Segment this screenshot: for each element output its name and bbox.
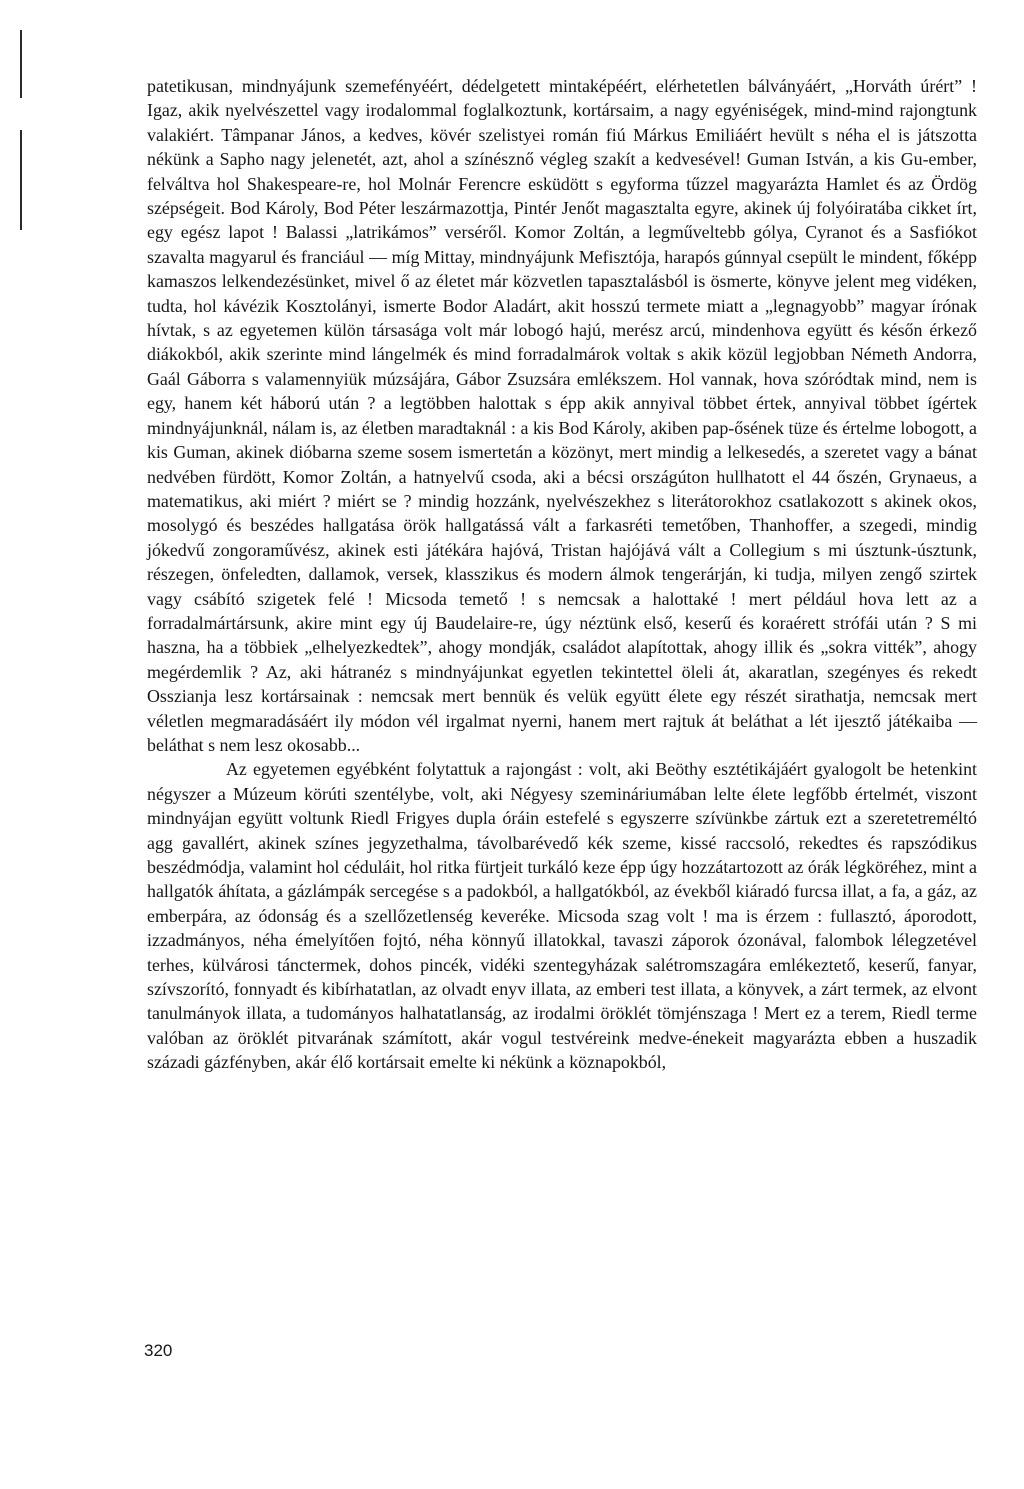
paragraph-2: Az egyetemen egyébként folytattuk a rajongást : volt, aki Beöthy esztétikájáért gyalogolt be hetenkint négyszer a Múzeum körúti szentélybe, volt, aki Négyesy szemináriumában lelte élete legfőbb értelmét, viszont mindnyájan együtt voltunk Riedl Frigyes dupla óráin estefelé s egyszerre szívünkbe zártuk ezt a szeretetreméltó agg gavallért, akinek színes jegyzethalma, távolbarévedő kék szeme, kissé raccsoló, rekedtes és rapszódikus beszédmódja, valamint hol céduláit, hol ritka fürtjeit turkáló keze épp úgy hozzátartozott az órák légköréhez, mint a hallgatók áhítata, a gázlámpák sercegése s a padokból, a hallgatókból, az évekből kiáradó furcsa illat, a fa, a gáz, az emberpára, az ódonság és a szellőzetlenség keveréke. Micsoda szag volt ! ma is érzem : fullasztó, áporodott, izzadmányos, néha émelyítően fojtó, néha könnyű illatokkal, tavaszi záporok ózonával, falombok lélegzetével terhes, külvárosi tánctermek, dohos pincék, vidéki szentegyházak salétromszagára emlékeztető, keserű, fanyar, szívszorító, fonnyadt és kibírhatatlan, az olvadt enyv illata, az emberi test illata, a könyvek, a zárt termek, az elvont tanulmányok illata, a tudományos halhatatlanság, az irodalmi öröklét tömjénszaga ! Mert ez a terem, Riedl terme valóban az öröklét pitvarának számított, akár vogul testvéreink medve-énekeit magyarázta ebben a huszadik századi gázfényben, akár élő kortársait emelte ki nékünk a köznapokból,	[147, 759, 977, 1073]
paragraph-1: patetikusan, mindnyájunk szemefényéért, dédelgetett mintaképéért, elérhetetlen bálványáért, „Horváth úrért” ! Igaz, akik nyelvészettel vagy irodalommal foglalkoztunk, kortársaim, a nagy egyéniségek, mind-mind rajongtunk valakiért. Tâmpanar János, a kedves, kövér szelistyei román fiú Márkus Emiliáért hevült s néha el is játszotta nékünk a Sapho nagy jelenetét, azt, ahol a színésznő végleg szakít a kedvesével! Guman István, a kis Gu-ember, felváltva hol Shakespeare-re, hol Molnár Ferencre esküdött s egyforma tűzzel magyarázta Hamlet és az Ördög szépségeit. Bod Károly, Bod Péter leszármazottja, Pintér Jenőt magasztalta egyre, akinek új folyóiratába cikket írt, egy egész lapot ! Balassi „latrikámos” verséről. Komor Zoltán, a legműveltebb gólya, Cyranot és a Sasfiókot szavalta magyarul és franciául — míg Mittay, mindnyájunk Mefisztója, harapós gúnnyal csepült le mindent, főképp kamaszos lelkendezésünket, mivel ő az életet már közvetlen tapasztalásból is ösmerte, könyve jelent meg vidéken, tudta, hol kávézik Kosztolányi, ismerte Bodor Aladárt, akit hosszú termete miatt a „legnagyobb” magyar írónak hívtak, s az egyetemen külön társasága volt már lobogó hajú, merész arcú, mindenhova együtt és későn érkező diákokból, akik szerinte mind lángelmék és mind forradalmárok voltak s akik közül legjobban Németh Andorra, Gaál Gáborra s valamennyiük múzsájára, Gábor Zsuzsára emlékszem. Hol vannak, hova szóródtak mind, nem is egy, hanem két háború után ? a legtöbben halottak s épp akik annyival többet értek, annyival többet ígértek mindnyájunknál, nálam is, az életben maradtaknál : a kis Bod Károly, akiben pap-ősének tüze és értelme lobogott, a kis Guman, akinek dióbarna szeme sosem ismertetán a közönyt, mert mindig a lelkesedés, a szeretet vagy a bánat nedvében fürdött, Komor Zoltán, a hatnyelvű csoda, aki a bécsi országúton hullhatott el 44 őszén, Grynaeus, a matematikus, aki miért ? miért se ? mindig hozzánk, nyelvészekhez s literátorokhoz csatlakozott s akinek okos, mosolygó és beszédes hallgatása örök hallgatássá vált a farkasréti temetőben, Thanhoffer, a szegedi, mindig jókedvű zongoraművész, akinek esti játékára hajóvá, Tristan hajójává vált a Collegium s mi úsztunk-úsztunk, részegen, önfeledten, dallamok, versek, klasszikus és modern álmok tengerárján, ki tudja, milyen zengő szirtek vagy csábító szigetek felé ! Micsoda temető ! s nemcsak a halottaké ! mert például hova lett az a forradalmártársunk, akire mint egy új Baudelaire-re, úgy néztünk első, keserű és koraérett strófái után ? S mi haszna, ha a többiek „elhelyezkedtek”, ahogy mondják, családot alapítottak, ahogy illik és „sokra vitték”, ahogy megérdemlik ? Az, aki hátranéz s mindnyájunkat egyetlen tekintettel öleli át, akaratlan, szegényes és rekedt Osszianja lesz kortársainak : nemcsak mert bennük és velük együtt élete egy részét sirathatja, nemcsak mert véletlen megmaradásáért ily módon vél irgalmat nyerni, hanem mert rajtuk át beláthat a lét ijesztő játékaiba — beláthat s nem lesz okosabb...	[147, 76, 977, 755]
page-body	[147, 74, 977, 1075]
scan-edge-mark	[20, 130, 22, 230]
page-number: 320	[144, 1341, 173, 1360]
scan-edge-mark	[20, 30, 22, 98]
